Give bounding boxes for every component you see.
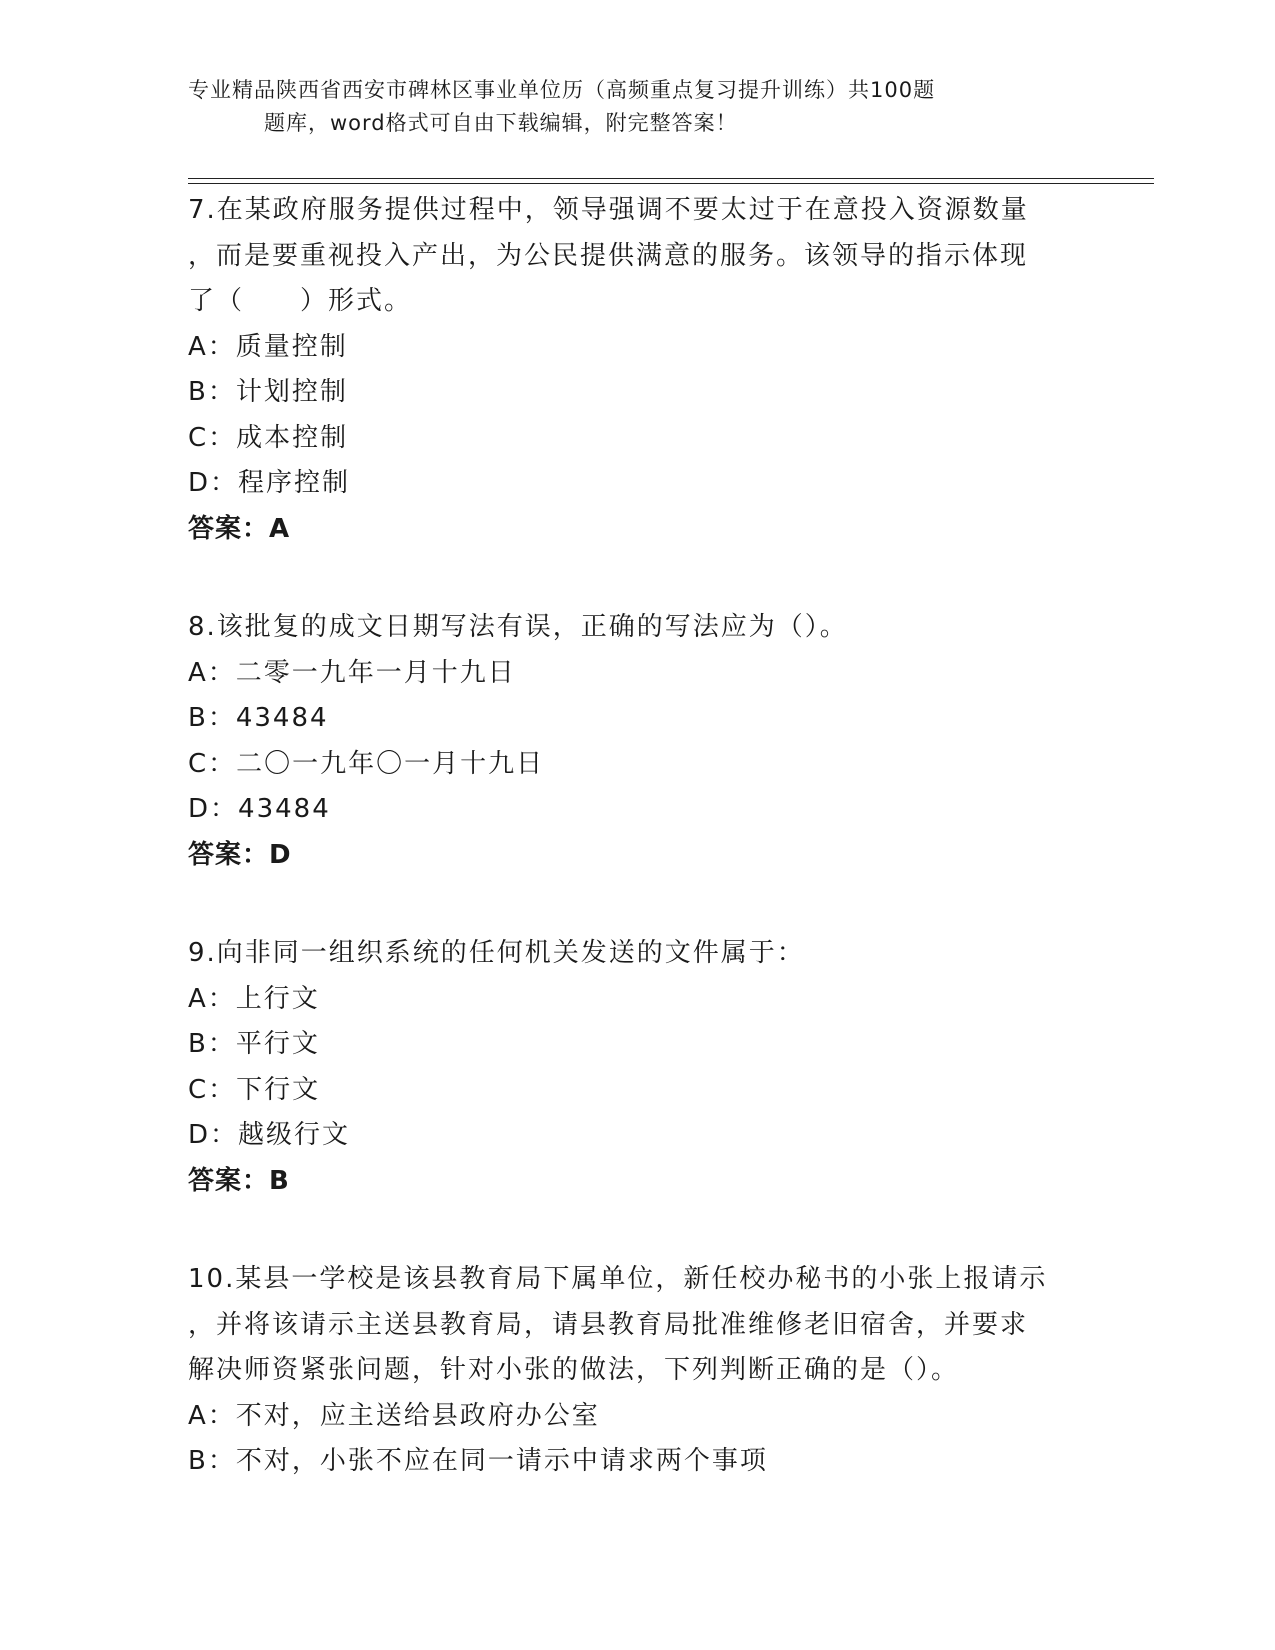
question-block [188,931,1088,1204]
question-text: ，而是要重视投入产出，为公民提供满意的服务。该领导的指示体现 [188,240,1029,271]
answer-text: 答案：A [188,513,291,544]
option-b: B：不对，小张不应在同一请示中请求两个事项 [188,1446,768,1476]
option-b: B：平行文 [188,1029,320,1059]
answer-text: 答案：B [188,1165,290,1196]
header-title-line1: 专业精品陕西省西安市碑林区事业单位历（高频重点复习提升训练）共100题 [188,78,936,102]
question-list [188,188,1088,1485]
question-block [188,605,1088,878]
option-a: A：不对，应主送给县政府办公室 [188,1400,600,1431]
option-d: D：越级行文 [188,1120,351,1150]
option-b: B：计划控制 [188,377,348,407]
question-text: 7.在某政府服务提供过程中，领导强调不要太过于在意投入资源数量 [188,195,1029,225]
question-text: 10.某县一学校是该县教育局下属单位，新任校办秘书的小张上报请示 [188,1264,1048,1294]
question-text: ，并将该请示主送县教育局，请县教育局批准维修老旧宿舍，并要求 [188,1309,1029,1340]
option-c: C：成本控制 [188,422,349,453]
header-divider-top [188,178,1154,179]
question-text: 8.该批复的成文日期写法有误，正确的写法应为（）。 [188,612,848,642]
header-divider-bottom [188,183,1154,184]
question-block [188,188,1088,552]
option-c: C：二〇一九年〇一月十九日 [188,748,545,779]
document-header [188,74,1048,140]
question-text: 了（ ）形式。 [188,286,413,316]
option-d: D：43484 [188,794,331,824]
header-title-line2: 题库，word格式可自由下载编辑，附完整答案！ [264,111,738,135]
option-a: A：质量控制 [188,331,348,362]
question-text: 9.向非同一组织系统的任何机关发送的文件属于： [188,938,805,968]
answer-text: 答案：D [188,839,292,870]
question-block [188,1257,1088,1485]
option-a: A：上行文 [188,983,320,1014]
option-b: B：43484 [188,703,329,733]
question-text: 解决师资紧张问题，针对小张的做法，下列判断正确的是（）。 [188,1355,960,1385]
option-d: D：程序控制 [188,468,351,498]
option-a: A：二零一九年一月十九日 [188,657,516,688]
option-c: C：下行文 [188,1074,321,1105]
